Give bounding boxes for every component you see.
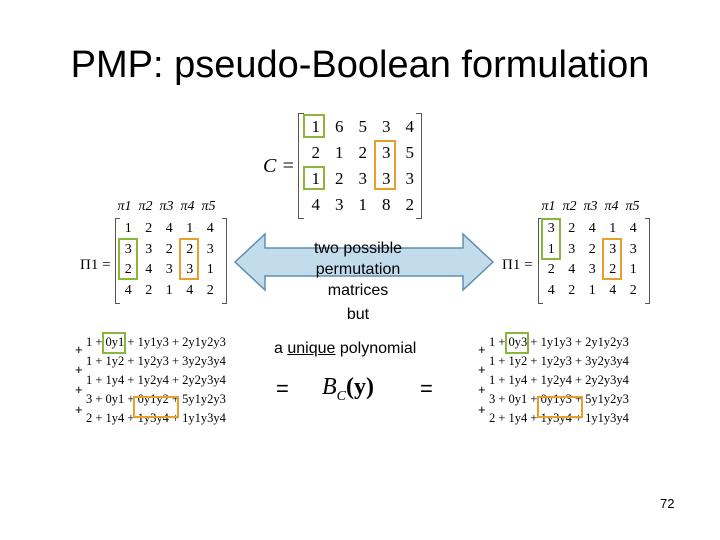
pi-header: π3 [583,199,598,214]
c-matrix [298,113,422,219]
C-cell: 2 [335,169,344,188]
C-cell: 3 [335,195,344,214]
caption-line-4: but [346,306,370,323]
pi-header: π2 [138,199,153,214]
pi-header: π2 [562,199,577,214]
pi-header: π4 [604,199,619,214]
pi-right-cell: 2 [547,262,555,278]
pi-left-cell: 3 [145,241,153,257]
equals-left: = [276,376,289,401]
c-matrix-label: C = [263,155,295,177]
pi-right-cell: 2 [629,282,637,298]
poly-line: 2 + 1y4 + 1y3y4 + 1y1y3y4 [86,411,226,425]
pi-header: π1 [117,199,132,214]
pi-left-cell: 4 [165,221,173,237]
poly-line: 1 + 0y1 + 1y1y3 + 2y1y2y3 [86,335,226,349]
poly-line: 2 + 1y4 + 1y3y4 + 1y1y3y4 [489,411,629,425]
pi-left-cell: 3 [186,262,194,278]
pi-right-cell: 1 [609,221,617,237]
pi-left-cell: 2 [145,221,153,237]
pi-right-cell: 1 [629,262,637,278]
pi-right-cell: 1 [588,282,596,298]
c-highlight-col4 [374,140,396,190]
pi-right-cell: 3 [568,241,576,257]
poly-line: 1 + 0y3 + 1y1y3 + 2y1y2y3 [489,335,629,349]
C-cell: 5 [405,143,414,162]
C-cell: 1 [335,143,344,162]
pi-right-cell: 2 [609,262,617,278]
pi-left-cell: 2 [145,282,153,298]
pi-left-cell: 4 [145,262,153,278]
pi-right-cell: 4 [547,282,555,298]
pi-left-cell: 2 [206,282,214,298]
pi-right-cell: 4 [609,282,617,298]
pi-left-cell: 1 [206,262,214,278]
pi-left-label: Π1 = [80,257,111,273]
pi-right-label: Π1 = [502,257,533,273]
pi-right-cell: 4 [588,221,596,237]
poly-left-pluses: + + + + [75,342,83,417]
pi-right-cell: 3 [588,262,596,278]
C-cell: 3 [382,169,391,188]
C-cell: 2 [405,195,414,214]
C-cell: 3 [405,169,414,188]
C-cell: 8 [382,195,391,214]
pi-header: π4 [180,199,195,214]
C-cell: 1 [311,169,320,188]
C-cell: 4 [405,117,414,136]
C-cell: 1 [311,117,320,136]
pi-header: π5 [201,199,216,214]
pi-right-cell: 3 [547,221,555,237]
poly-left-highlight-green [102,332,126,354]
C-cell: 5 [358,117,367,136]
pi-left-cell: 4 [206,221,214,237]
pi-left-cell: 3 [206,241,214,257]
C-cell: 4 [311,195,320,214]
page-number: 72 [660,496,675,511]
poly-line: 1 + 1y4 + 1y2y4 + 2y2y3y4 [86,373,226,387]
pi-left-cell: 4 [124,282,132,298]
C-cell: 3 [358,169,367,188]
pi-right-cell: 4 [629,221,637,237]
C-cell: 1 [358,195,367,214]
pi-left-cell: 3 [124,241,132,257]
poly-line: 3 + 0y1 + 0y1y2 + 5y1y2y3 [86,392,226,406]
pi-right-cell: 2 [568,221,576,237]
poly-right-highlight-orange [537,396,583,418]
pi-right-highlight-col4 [602,238,622,280]
pi-left-cell: 1 [186,221,194,237]
C-cell: 3 [382,143,391,162]
poly-left-highlight-orange [133,396,179,418]
pi-left-cell: 2 [124,262,132,278]
unique-word: unique [287,340,336,357]
pi-header: π3 [159,199,174,214]
pi-right-cell: 2 [588,241,596,257]
pi-left-cell: 3 [165,262,173,278]
caption-line-2: permutation [315,261,401,278]
pi-right-highlight [541,218,561,260]
poly-line: 1 + 1y4 + 1y2y4 + 2y2y3y4 [489,373,629,387]
caption-line-1: two possible [313,240,403,257]
polynomial-formula: $B_C(y)$ [322,374,374,404]
pi-left-cell: 1 [165,282,173,298]
page-title: PMP: pseudo-Boolean formulation [70,44,650,86]
pi-left-highlight-col4 [179,238,199,280]
C-cell: 3 [382,117,391,136]
pi-right-cell: 4 [568,262,576,278]
pi-left-cell: 4 [186,282,194,298]
pi-right-cell: 3 [609,241,617,257]
pi-header: π1 [541,199,556,214]
equals-right: = [420,376,433,401]
pi-right-cell: 1 [547,241,555,257]
pi-left-headers [114,199,219,215]
C-cell: 2 [311,143,320,162]
pi-left-highlight [118,238,138,280]
c-highlight-1-1 [303,114,325,138]
poly-right-pluses: + + + + [478,342,486,417]
pi-header: π5 [625,199,640,214]
pi-left-matrix [115,218,227,304]
poly-line: 3 + 0y1 + 0y1y3 + 5y1y2y3 [489,392,629,406]
poly-line: 1 + 1y2 + 1y2y3 + 3y2y3y4 [489,354,629,368]
center-caption [290,238,426,325]
pi-right-headers [538,199,643,215]
pi-left-cell: 2 [165,241,173,257]
caption-line-3: matrices [327,282,389,299]
unique-polynomial-text: a unique polynomial [274,340,417,357]
pi-left-cell: 2 [186,241,194,257]
pi-right-cell: 2 [568,282,576,298]
pi-left-cell: 1 [124,221,132,237]
pi-right-cell: 3 [629,241,637,257]
poly-right-highlight-green [505,332,529,354]
pi-right-matrix [538,218,650,304]
C-cell: 6 [335,117,344,136]
C-cell: 2 [358,143,367,162]
c-highlight-3-1 [303,166,325,190]
poly-line: 1 + 1y2 + 1y2y3 + 3y2y3y4 [86,354,226,368]
